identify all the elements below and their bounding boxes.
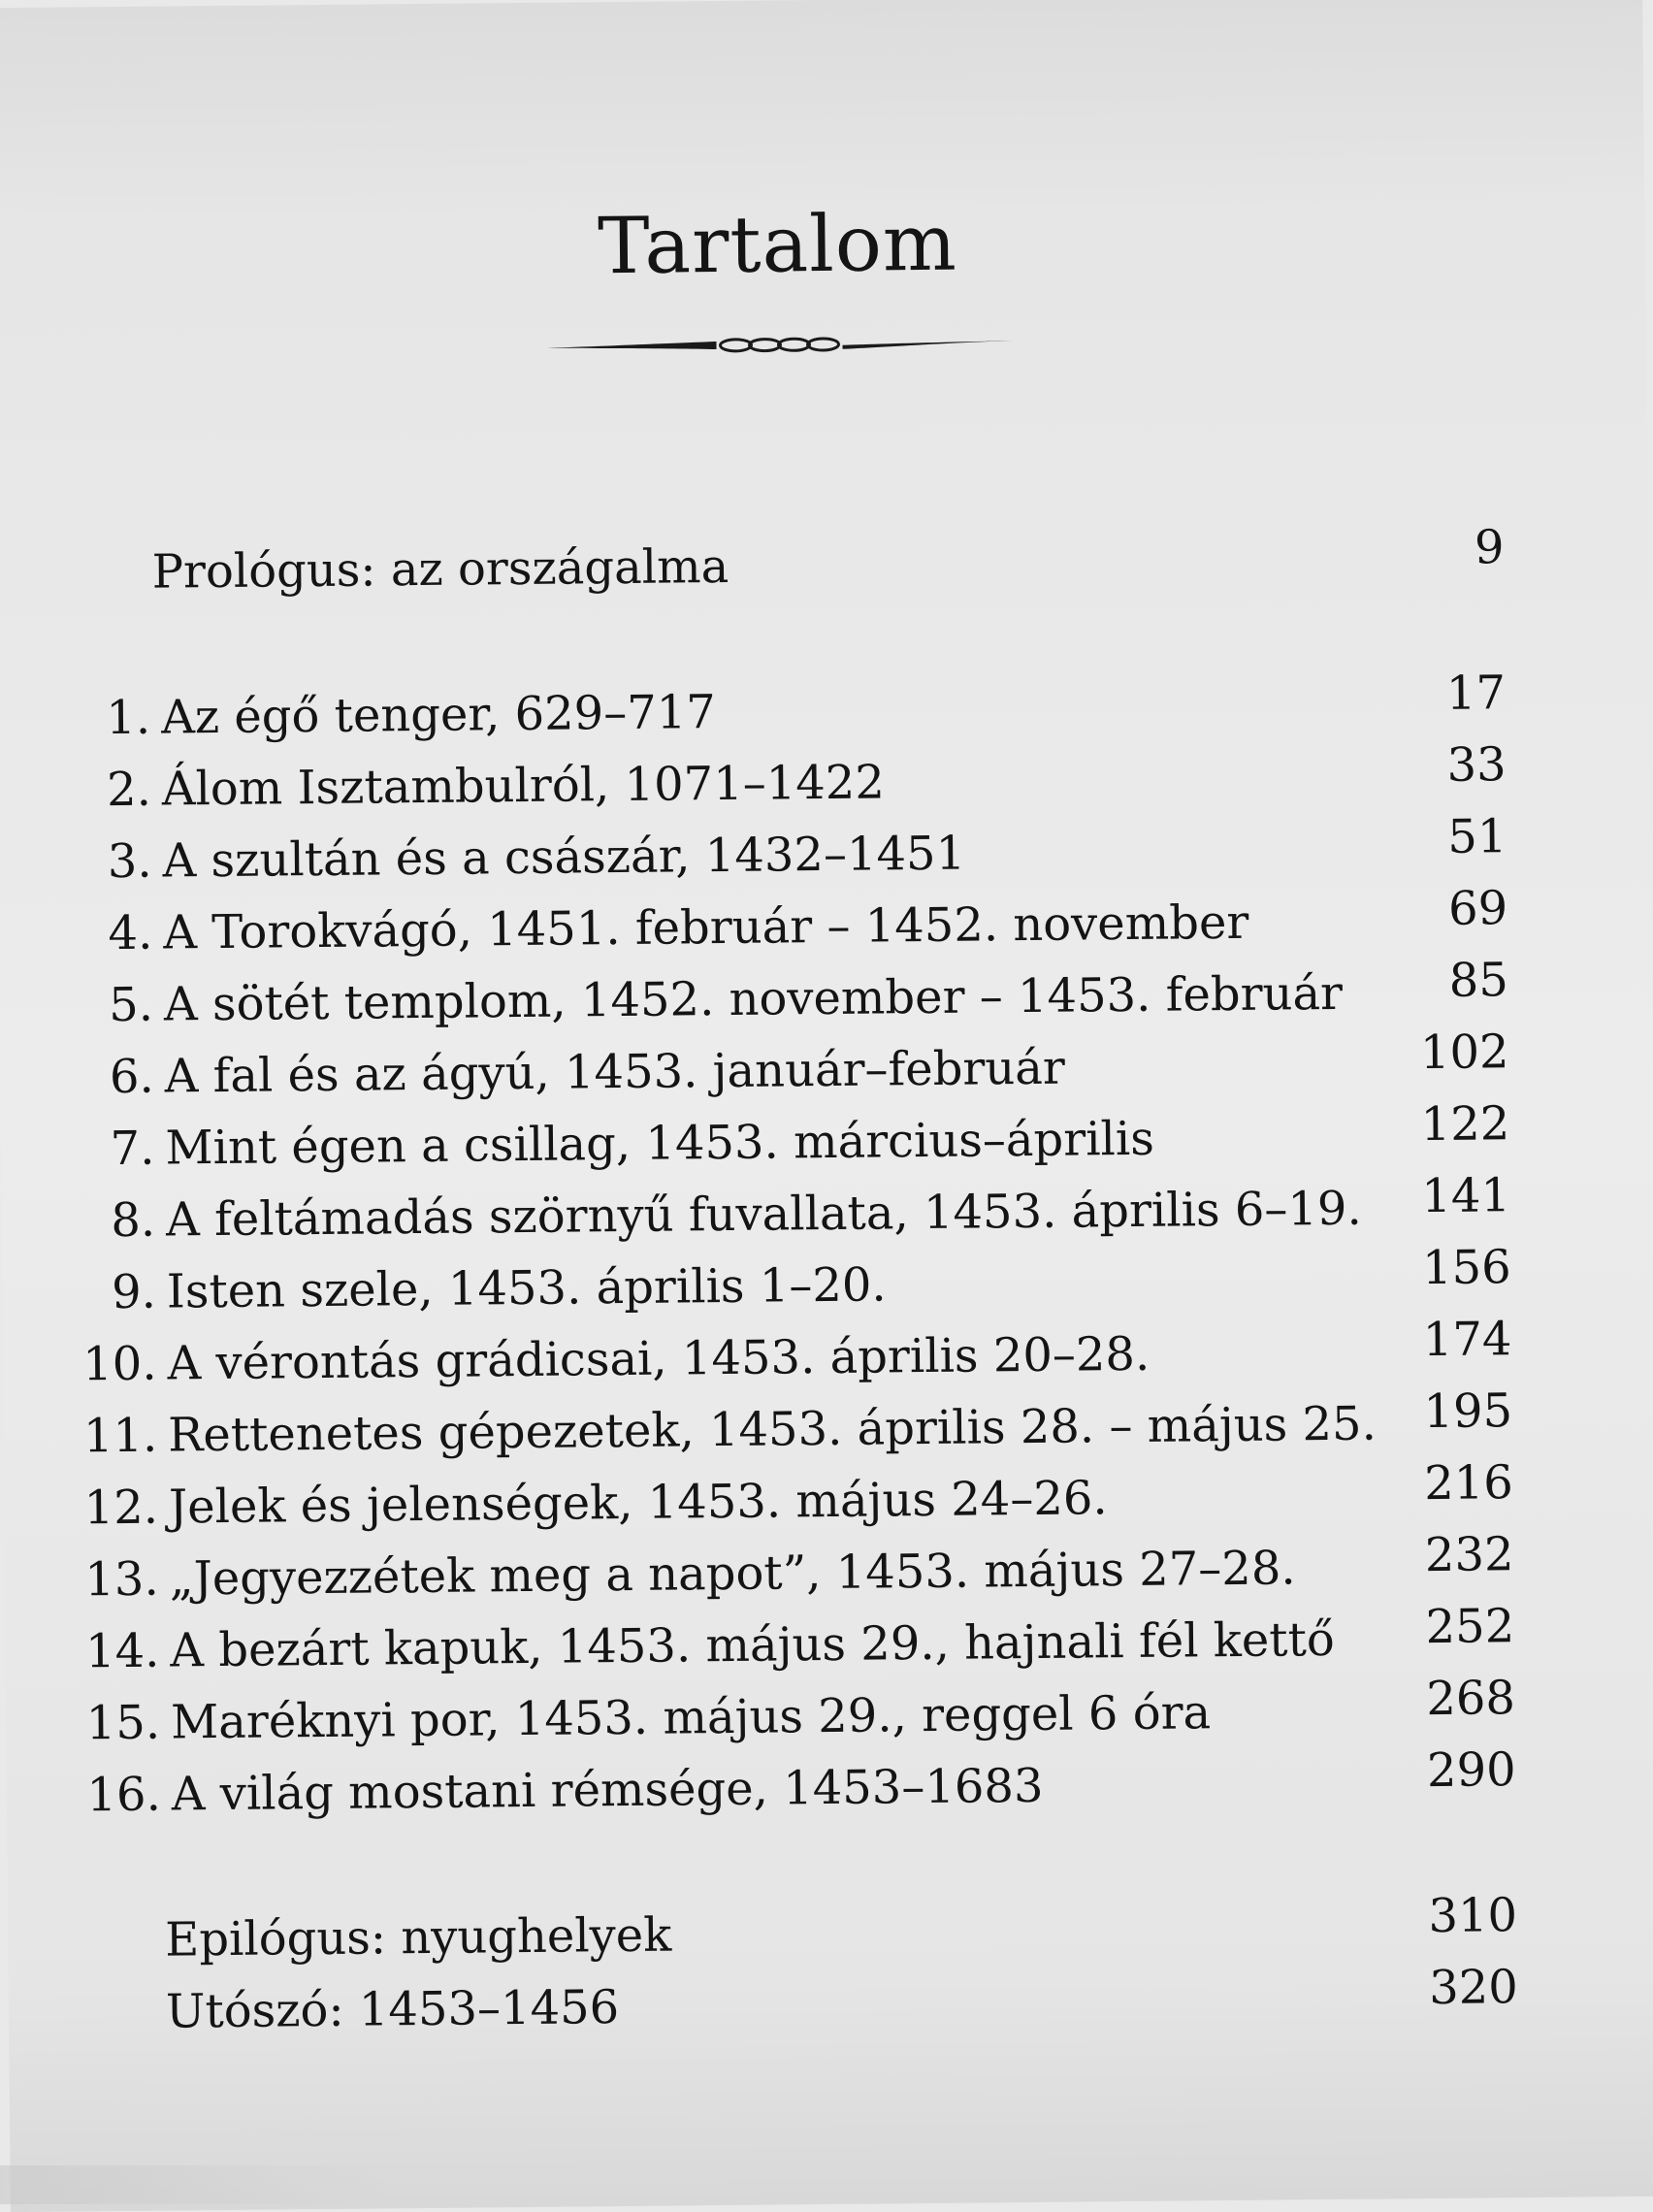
toc-entry-number: 14. xyxy=(85,1624,160,1679)
toc-entry-page: 290 xyxy=(1427,1742,1516,1798)
page-title: Tartalom xyxy=(0,192,1564,298)
toc-entry-page: 69 xyxy=(1448,881,1508,936)
toc-entry-page: 17 xyxy=(1446,666,1507,721)
toc-entry-page: 310 xyxy=(1428,1888,1517,1943)
toc-entry-number: 1. xyxy=(106,691,150,745)
toc-entry-text: Utószó: 1453–1456 xyxy=(166,1980,620,2038)
toc-entry-text: A fal és az ágyú, 1453. január–február xyxy=(164,1041,1065,1104)
toc-entry-prologue xyxy=(0,531,1648,618)
toc-entry-text: A szultán és a császár, 1432–1451 xyxy=(162,827,965,889)
toc-entry-page: 9 xyxy=(1475,520,1505,574)
toc-entry-page: 232 xyxy=(1425,1527,1514,1582)
toc-entry-text: Maréknyi por, 1453. május 29., reggel 6 óra xyxy=(171,1685,1212,1749)
toc-entry-number: 16. xyxy=(86,1768,161,1823)
toc-entry-page: 141 xyxy=(1421,1168,1510,1223)
toc-entry-text: Az égő tenger, 629–717 xyxy=(161,685,716,744)
toc-entry-page: 320 xyxy=(1429,1960,1518,2015)
toc-entry-page: 156 xyxy=(1422,1240,1511,1295)
toc-entry-text: Rettenetes gépezetek, 1453. április 28. – május 25. xyxy=(168,1397,1377,1463)
toc-entry-text: „Jegyezzétek meg a napot”, 1453. május 27–28. xyxy=(169,1541,1295,1606)
toc-entry-text: A sötét templom, 1452. november – 1453. február xyxy=(164,966,1344,1032)
toc-entry-number: 4. xyxy=(108,906,152,960)
toc-entry-page: 122 xyxy=(1420,1096,1509,1152)
toc-entry-text: A Torokvágó, 1451. február – 1452. november xyxy=(163,895,1249,960)
toc-entry-afterword xyxy=(9,1970,1653,2058)
toc-entry-page: 268 xyxy=(1426,1671,1515,1726)
toc-entry-page: 216 xyxy=(1424,1455,1513,1511)
toc-entry-text: Prológus: az országalma xyxy=(151,539,729,600)
toc-entry-number: 13. xyxy=(84,1552,159,1608)
toc-entry-text: Epilógus: nyughelyek xyxy=(165,1908,672,1968)
toc-entry-text: Mint égen a csillag, 1453. március–április xyxy=(165,1112,1154,1176)
toc-entry-text: Jelek és jelenségek, 1453. május 24–26. xyxy=(169,1471,1108,1534)
toc-entry-page: 85 xyxy=(1448,953,1508,1008)
toc-entry-page: 102 xyxy=(1420,1025,1509,1080)
toc-entry-chapter xyxy=(7,1753,1653,1840)
toc-entry-number: 9. xyxy=(112,1265,156,1319)
toc-entry-text: A vérontás grádicsai, 1453. április 20–28. xyxy=(167,1327,1150,1391)
toc-entry-number: 15. xyxy=(85,1696,160,1751)
toc-entry-number: 2. xyxy=(107,763,151,817)
toc-entry-text: A bezárt kapuk, 1453. május 29., hajnali fél kettő xyxy=(170,1612,1335,1678)
title-ornament-divider xyxy=(546,328,1012,362)
toc-entry-number: 6. xyxy=(110,1050,154,1104)
toc-entry-text: Isten szele, 1453. április 1–20. xyxy=(167,1257,887,1318)
toc-entry-page: 252 xyxy=(1425,1599,1514,1654)
toc-entry-text: Álom Isztambulról, 1071–1422 xyxy=(162,755,886,816)
toc-entry-page: 33 xyxy=(1446,737,1507,793)
toc-entry-number: 7. xyxy=(110,1122,154,1176)
toc-entry-page: 195 xyxy=(1423,1383,1512,1439)
toc-entry-page: 51 xyxy=(1447,809,1507,864)
toc-entry-text: A feltámadás szörnyű fuvallata, 1453. április 6–19. xyxy=(166,1182,1362,1248)
page-bottom-shadow xyxy=(0,2165,388,2204)
toc-entry-text: A világ mostani rémsége, 1453–1683 xyxy=(172,1759,1044,1822)
toc-entry-number: 12. xyxy=(83,1480,158,1536)
toc-entry-number: 5. xyxy=(109,978,153,1032)
toc-entry-number: 11. xyxy=(83,1409,158,1464)
toc-entry-page: 174 xyxy=(1422,1312,1511,1367)
toc-entry-number: 3. xyxy=(108,834,152,889)
toc-entry-number: 10. xyxy=(82,1337,157,1392)
toc-entry-number: 8. xyxy=(111,1193,155,1248)
